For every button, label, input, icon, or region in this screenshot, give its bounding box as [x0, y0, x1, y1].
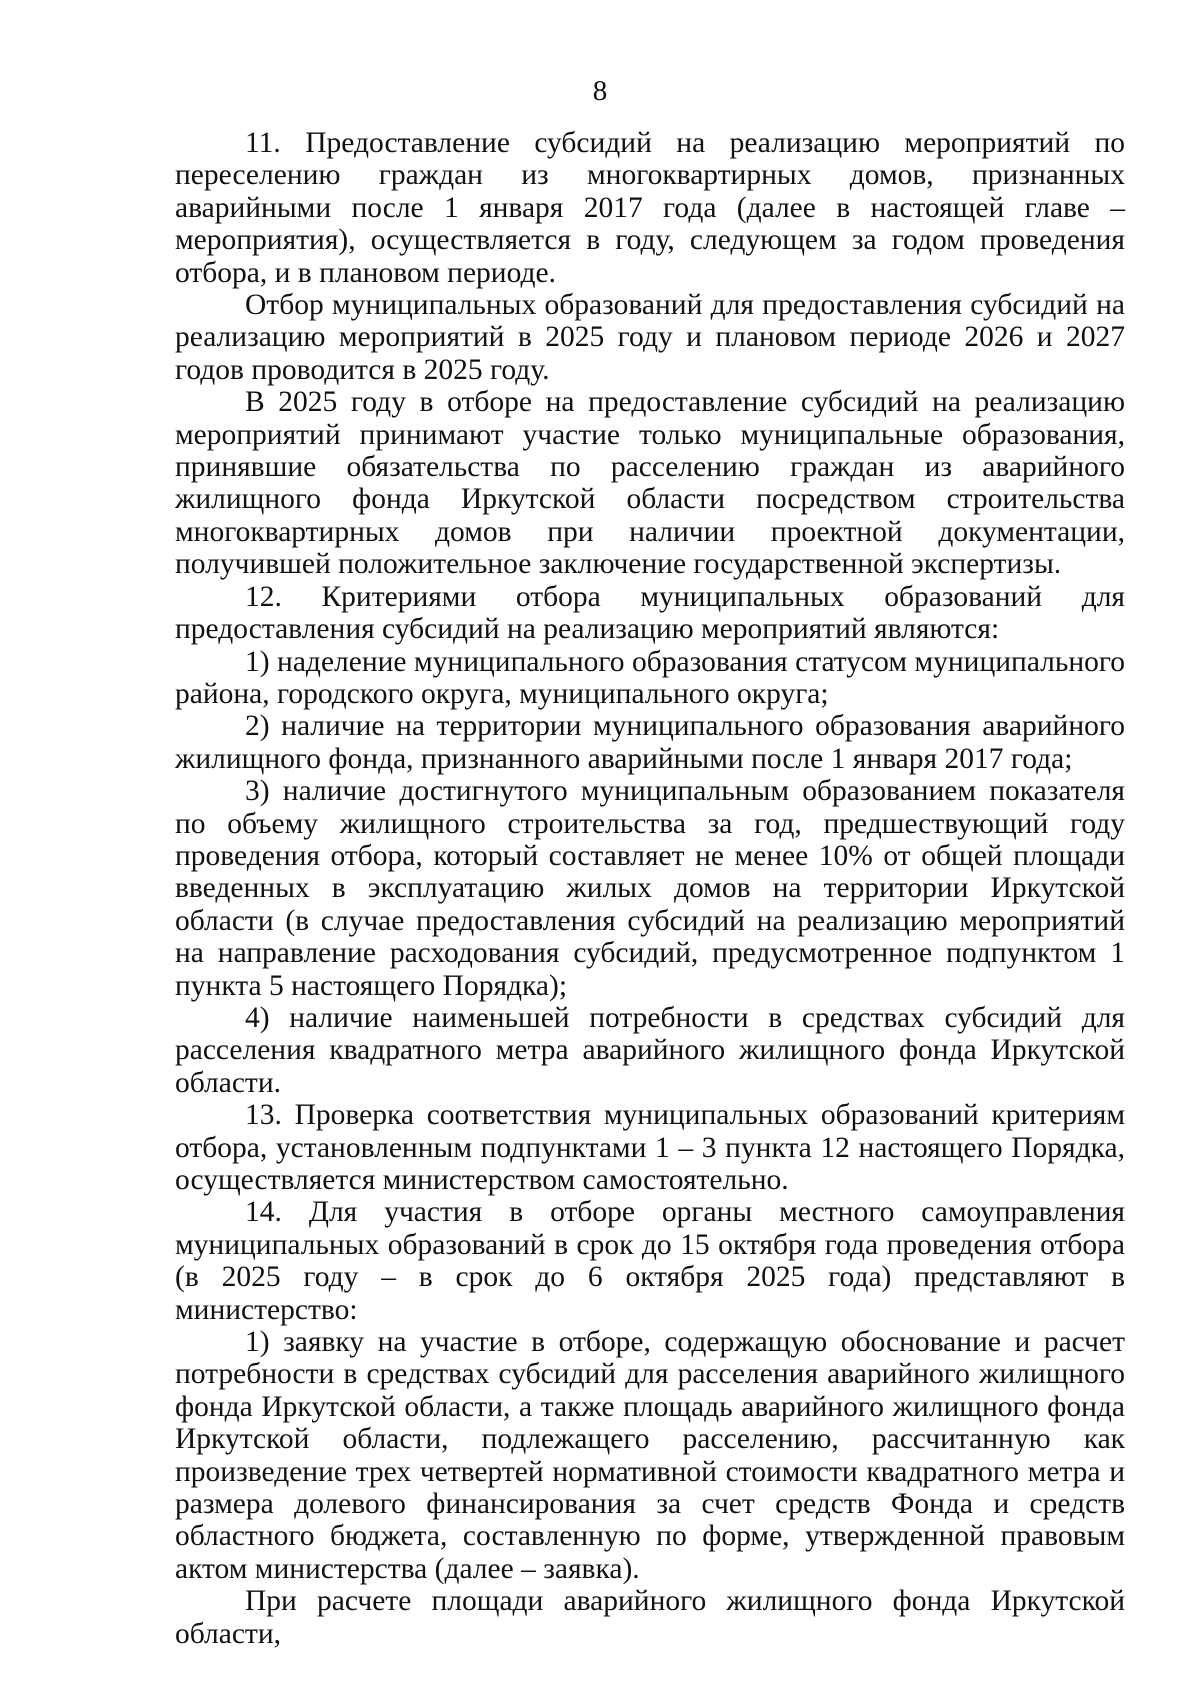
page-number: 8 — [592, 75, 608, 107]
paragraph-13: 13. Проверка соответствия муниципальных образований критериям отбора, установленным подпунктами 1 – 3 пункта 12 настоящего Порядка, осуществляется министерством самостоятельно. — [175, 1099, 1125, 1196]
document-item-1: 1) заявку на участие в отборе, содержащую обоснование и расчет потребности в средствах субсидий для расселения аварийного жилищного фонда Иркутской области, а также площадь аварийного жилищного фонда Иркутской области, подлежащего расселению, рассчитанную как произведение трех четвертей нормативной стоимости квадратного метра и размера долевого финансирования за счет средств Фонда и средств областного бюджета, составленную по форме, утвержденной правовым актом министерства (далее – заявка). — [175, 1326, 1125, 1585]
criterion-4: 4) наличие наименьшей потребности в средствах субсидий для расселения квадратного метра аварийного жилищного фонда Иркутской области. — [175, 1001, 1125, 1099]
document-body — [175, 127, 1125, 1650]
paragraph-selection-2025: Отбор муниципальных образований для предоставления субсидий на реализацию мероприятий в 2025 году и плановом периоде 2026 и 2027 годов проводится в 2025 году. — [175, 289, 1125, 386]
paragraph-11: 11. Предоставление субсидий на реализацию мероприятий по переселению граждан из многоквартирных домов, признанных аварийными после 1 января 2017 года (далее в настоящей главе – мероприятия), осуществляется в году, следующем за годом проведения отбора, и в плановом периоде. — [175, 127, 1125, 289]
paragraph-participants-2025: В 2025 году в отборе на предоставление субсидий на реализацию мероприятий принимают участие только муниципальные образования, принявшие обязательства по расселению граждан из аварийного жилищного фонда Иркутской области посредством строительства многоквартирных домов при наличии проектной документации, получившей положительное заключение государственной экспертизы. — [175, 386, 1125, 581]
paragraph-14: 14. Для участия в отборе органы местного самоуправления муниципальных образований в срок до 15 октября года проведения отбора (в 2025 году – в срок до 6 октября 2025 года) представляют в министерство: — [175, 1196, 1125, 1326]
criterion-2: 2) наличие на территории муниципального образования аварийного жилищного фонда, признанного аварийными после 1 января 2017 года; — [175, 710, 1125, 775]
criterion-3: 3) наличие достигнутого муниципальным образованием показателя по объему жилищного строительства за год, предшествующий году проведения отбора, который составляет не менее 10% от общей площади введенных в эксплуатацию жилых домов на территории Иркутской области (в случае предоставления субсидий на реализацию мероприятий на направление расходования субсидий, предусмотренное подпунктом 1 пункта 5 настоящего Порядка); — [175, 775, 1125, 1002]
criterion-1: 1) наделение муниципального образования статусом муниципального района, городского округа, муниципального округа; — [175, 645, 1125, 710]
paragraph-calculation: При расчете площади аварийного жилищного фонда Иркутской области, — [175, 1585, 1125, 1650]
paragraph-12: 12. Критериями отбора муниципальных образований для предоставления субсидий на реализацию мероприятий являются: — [175, 580, 1125, 646]
